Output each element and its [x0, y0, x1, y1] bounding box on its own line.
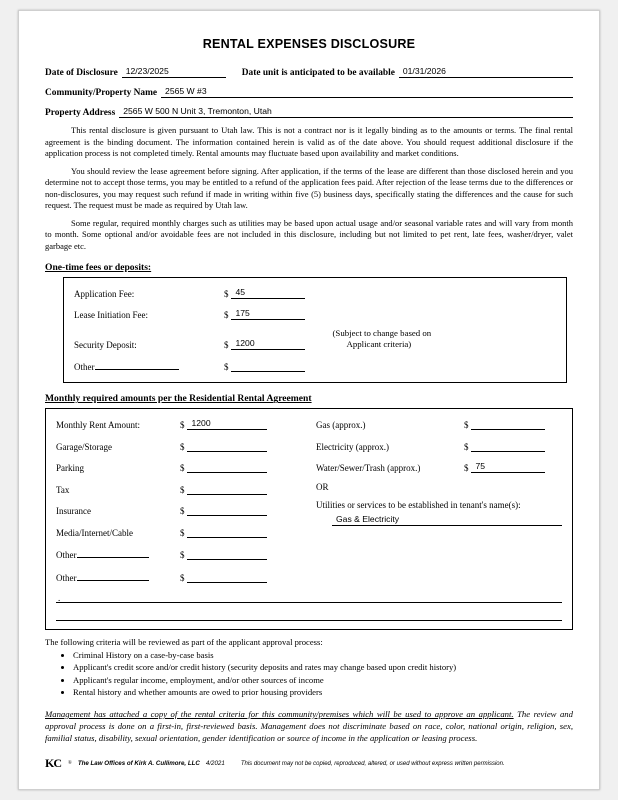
other-fee-text: Other [74, 362, 95, 373]
media-internet-cable-label: Media/Internet/Cable [56, 527, 133, 538]
page-title: RENTAL EXPENSES DISCLOSURE [202, 37, 416, 51]
footer [45, 756, 573, 771]
extra-blank-line-1[interactable] [56, 591, 562, 603]
list-item: • Applicant's credit score and/or credit history (security deposits and rates may change based upon credit history) [73, 661, 573, 673]
monthly-row [56, 503, 306, 516]
dollar-sign: $ [180, 441, 185, 452]
dollar-sign: $ [224, 340, 229, 351]
date-of-disclosure-value: 12/23/2025 [125, 66, 169, 76]
electricity-label: Electricity (approx.) [316, 441, 389, 452]
list-item: • Rental history and whether amounts are owed to prior housing providers [73, 686, 573, 698]
address-value: 2565 W 500 N Unit 3, Tremonton, Utah [123, 106, 272, 116]
disclosure-date-row [45, 65, 573, 78]
other-monthly-1-name-input[interactable] [77, 546, 149, 558]
closing-paragraph [45, 708, 573, 745]
dollar-sign: $ [180, 484, 185, 495]
closing-rest: The review and approval process is done on a first-in, first-reviewed basis. Management does not discriminate based on race, color, national origin, religion, sex, familial status, disability, sexual orientation, gender identification or source of income in the application or leasing process. [45, 708, 573, 744]
dollar-sign: $ [180, 550, 185, 561]
security-deposit-value: 1200 [235, 338, 255, 349]
monthly-row [316, 417, 562, 430]
date-of-disclosure-input[interactable] [122, 65, 226, 78]
date-available-value: 01/31/2026 [402, 66, 446, 76]
other-monthly-2-text: Other [56, 572, 77, 583]
parking-label: Parking [56, 463, 84, 474]
footer-firm-name: The Law Offices of Kirk A. Cullimore, LLC [77, 760, 200, 768]
monthly-rent-value: 1200 [191, 418, 211, 429]
dollar-sign: $ [224, 362, 229, 373]
community-input[interactable] [161, 85, 573, 98]
water-sewer-trash-value: 75 [475, 461, 486, 472]
footer-revision-date: 4/2021 [205, 760, 225, 768]
gas-label: Gas (approx.) [316, 420, 366, 431]
community-value: 2565 W #3 [165, 86, 207, 96]
criteria-intro: The following criteria will be reviewed as part of the applicant approval process: [45, 636, 323, 647]
other-fee-input[interactable] [231, 359, 305, 372]
fee-row [74, 286, 556, 299]
date-available-input[interactable] [399, 65, 573, 78]
monthly-row [56, 482, 306, 495]
lease-initiation-fee-input[interactable] [231, 307, 305, 320]
dollar-sign: $ [464, 463, 469, 474]
other-monthly-1-input[interactable] [187, 547, 267, 560]
date-of-disclosure-label: Date of Disclosure [45, 68, 118, 78]
monthly-row [56, 546, 306, 560]
electricity-input[interactable] [471, 439, 545, 452]
community-row [45, 85, 573, 98]
tax-input[interactable] [187, 482, 267, 495]
other-fee-label [74, 358, 224, 372]
fee-row [74, 328, 556, 350]
law-firm-logo: KC [45, 756, 61, 771]
lease-initiation-fee-value: 175 [235, 308, 250, 319]
water-sewer-trash-input[interactable] [471, 460, 545, 473]
monthly-row [56, 525, 306, 538]
monthly-row [56, 417, 306, 430]
dollar-sign: $ [464, 420, 469, 431]
monthly-row [316, 439, 562, 452]
dollar-sign: $ [224, 289, 229, 300]
other-monthly-1-text: Other [56, 550, 77, 561]
water-sewer-trash-label: Water/Sewer/Trash (approx.) [316, 463, 421, 474]
lease-initiation-fee-label: Lease Initiation Fee: [74, 310, 148, 321]
application-fee-label: Application Fee: [74, 289, 135, 300]
monthly-heading: Monthly required amounts per the Residential Rental Agreement [45, 393, 312, 405]
extra-blank-line-2[interactable] [56, 609, 562, 621]
or-row [316, 482, 562, 492]
utilities-label: Utilities or services to be established in tenant's name(s): [316, 500, 521, 511]
dollar-sign: $ [180, 572, 185, 583]
list-item: • Applicant's regular income, employment, and/or other sources of income [73, 674, 573, 686]
dollar-sign: $ [180, 463, 185, 474]
monthly-rent-input[interactable] [187, 417, 267, 430]
subject-to-change-note [333, 328, 432, 350]
other-monthly-2-name-input[interactable] [77, 569, 149, 581]
monthly-rent-label: Monthly Rent Amount: [56, 420, 141, 431]
dollar-sign: $ [180, 506, 185, 517]
criteria-list [59, 649, 573, 699]
closing-underlined: Management has attached a copy of the rental criteria for this community/premises which will be used to approve an applicant. [45, 708, 514, 719]
media-internet-cable-input[interactable] [187, 525, 267, 538]
address-input[interactable] [119, 105, 573, 118]
monthly-left-column [56, 417, 306, 585]
other-fee-name-input[interactable] [95, 358, 179, 370]
onetime-fees-box [63, 277, 567, 383]
other-monthly-2-input[interactable] [187, 570, 267, 583]
dollar-sign: $ [464, 441, 469, 452]
tax-label: Tax [56, 484, 70, 495]
monthly-row [316, 460, 562, 473]
paragraph-2: You should review the lease agreement before signing. After application, if the terms of the lease are different than those disclosed herein and you determine not to accept those terms, you may be entitled to a refund of the application fees paid. After rejection of the lease terms due to the differences or non-disclosures, you may request such refund if made in writing within five (5) business days, specifically stating the differences and the cause for such request. The request must be made as required by Utah law. [45, 165, 573, 211]
dollar-sign: $ [180, 527, 185, 538]
insurance-label: Insurance [56, 506, 91, 517]
fee-row [74, 307, 556, 320]
garage-storage-input[interactable] [187, 439, 267, 452]
dollar-sign: $ [180, 420, 185, 431]
security-deposit-label: Security Deposit: [74, 340, 137, 351]
community-label: Community/Property Name [45, 88, 158, 98]
utilities-input[interactable] [332, 513, 562, 526]
fee-row [74, 358, 556, 372]
monthly-amounts-box [45, 408, 573, 630]
monthly-right-column [306, 417, 562, 585]
other-monthly-2-label [56, 569, 180, 583]
monthly-row [56, 439, 306, 452]
application-fee-value: 45 [235, 287, 246, 298]
address-label: Property Address [45, 108, 116, 118]
paragraph-3: Some regular, required monthly charges such as utilities may be based upon actual usage and/or seasonal variable rates and will vary from month to month. Some optional and/or avoidable fees are not included in this disclosure, including but not limited to pet rent, late fees, washer/dryer, valet garbage etc. [45, 217, 573, 251]
monthly-grid [56, 417, 562, 585]
registered-mark-icon: ® [68, 761, 72, 767]
onetime-heading: One-time fees or deposits: [45, 262, 152, 274]
security-deposit-input[interactable] [231, 337, 305, 350]
gas-input[interactable] [471, 417, 545, 430]
insurance-input[interactable] [187, 503, 267, 516]
monthly-row [56, 460, 306, 473]
note-line-2: Applicant criteria) [346, 339, 412, 350]
application-fee-input[interactable] [231, 286, 305, 299]
note-line-1: (Subject to change based on [332, 328, 432, 339]
or-label: OR [316, 481, 329, 492]
other-monthly-1-label [56, 546, 180, 560]
parking-input[interactable] [187, 460, 267, 473]
garage-storage-label: Garage/Storage [56, 441, 112, 452]
document-page [18, 10, 600, 790]
date-available-label: Date unit is anticipated to be available [241, 68, 395, 78]
paragraph-1: This rental disclosure is given pursuant to Utah law. This is not a contract nor is it legally binding as to the amounts or terms. The final rental agreement is the binding document. The information contained herein is valid as of the date above. You should request additional disclosure if the application process is not completed timely. Rental amounts may fluctuate based upon availability and market conditions. [45, 125, 573, 159]
footer-copyright-note: This document may not be copied, reproduced, altered, or used without express written permission. [240, 760, 505, 767]
monthly-row [56, 569, 306, 583]
utilities-value: Gas & Electricity [336, 514, 400, 525]
list-item: • Criminal History on a case-by-case basis [73, 649, 573, 661]
address-row [45, 105, 573, 118]
dollar-sign: $ [224, 310, 229, 321]
utilities-block [316, 500, 562, 526]
